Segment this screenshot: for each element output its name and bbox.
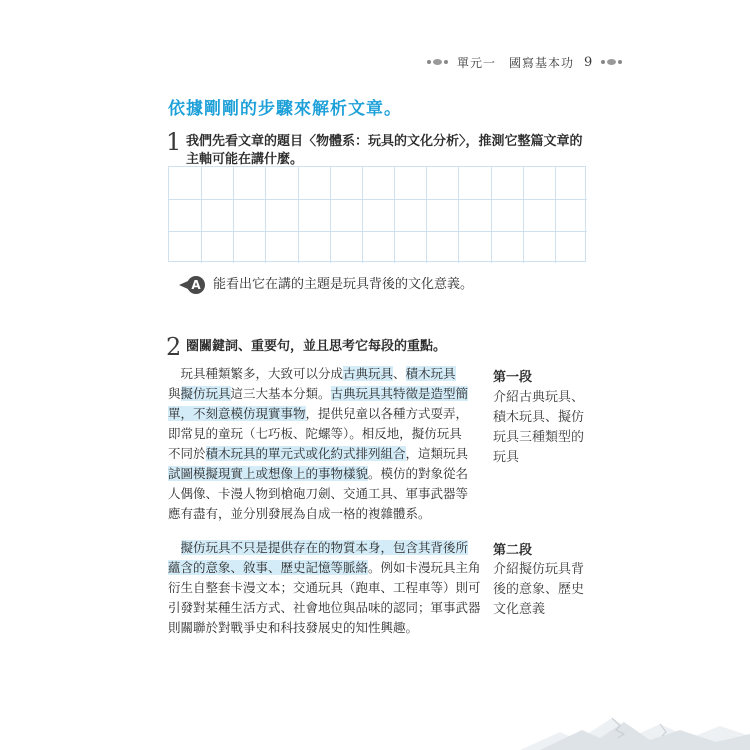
text-segment: 衍生自整套卡漫文本；交通玩具（跑車、工程車等）則可 (168, 580, 481, 595)
text-segment: ，這類玩具 (405, 446, 469, 461)
page-number: 9 (584, 54, 593, 70)
question-2-number: 2 (166, 333, 182, 361)
text-segment: 人偶像、卡漫人物到槍砲刀劍、交通工具、軍事武器等 (168, 486, 469, 501)
text-segment: 即常見的童玩（七巧板、陀螺等）。相反地，擬仿玩具 (168, 426, 462, 441)
running-header (426, 52, 623, 72)
paragraph-line (168, 424, 468, 444)
paragraph-1 (168, 364, 468, 524)
grid-lines (169, 167, 587, 263)
paragraph-line (168, 618, 468, 638)
text-segment: 則關聯於對戰爭史和科技發展史的知性興趣。 (168, 620, 419, 635)
paragraph-line (168, 364, 468, 384)
text-segment: 不同於 (168, 446, 206, 461)
text-segment: 引發對某種生活方式、社會地位與品味的認同；軍事武器 (168, 600, 481, 615)
question-2-text: 圈關鍵詞、重要句，並且思考它每段的重點。 (186, 339, 447, 354)
note-line: 介紹擬仿玩具背 (493, 562, 585, 577)
paragraph-line (168, 444, 468, 464)
paragraph-line (168, 484, 468, 504)
header-ornament-right-icon (600, 59, 623, 65)
highlighted-keyword: 擬仿玩具 (180, 386, 231, 401)
note-line: 介紹古典玩具、 (493, 390, 585, 405)
highlighted-keyword: 試圖模擬現實上或想像上的事物樣貌 (168, 466, 369, 481)
text-segment: 與 (168, 386, 181, 401)
highlighted-keyword: 積木玩具 (405, 366, 456, 381)
text-segment: 應有盡有，並分別發展為自成一格的複雜體系。 (168, 506, 431, 521)
paragraph-line (168, 464, 468, 484)
writing-grid[interactable] (168, 166, 586, 262)
question-1-text-line2: 主軸可能在講什麼。 (186, 152, 304, 167)
text-segment: 。模仿的對象從名 (368, 466, 469, 481)
highlighted-keyword: 擬仿玩具不只是提供存在的物質本身，包含其背後所 (180, 540, 469, 555)
note-line: 後的意象、歷史 (493, 582, 585, 597)
question-1-number: 1 (166, 128, 182, 156)
paragraph-line (168, 598, 481, 618)
highlighted-keyword: 古典玩具其特徵是造型簡 (330, 386, 469, 401)
highlighted-keyword: 積木玩具的單元式或化約式排列組合 (205, 446, 406, 461)
text-segment: 、 (393, 366, 406, 381)
note-line: 玩具 (493, 450, 520, 465)
note-2-title: 第二段 (493, 543, 533, 558)
answer-badge: A (187, 276, 205, 294)
note-line: 玩具三種類型的 (493, 430, 585, 445)
highlighted-keyword: 單，不刻意模仿現實事物 (168, 406, 306, 421)
paragraph-2 (168, 538, 481, 638)
text-segment: ，提供兒童以各種方式耍弄， (305, 406, 469, 421)
text-segment (168, 540, 181, 555)
note-2-text (493, 560, 603, 620)
note-line: 文化意義 (493, 602, 546, 617)
note-1-text (493, 388, 603, 468)
paragraph-line (168, 404, 468, 424)
section-title: 單元一 國寫基本功 (457, 55, 575, 70)
text-segment: 。例如卡漫玩具主角 (368, 560, 481, 575)
question-1-text-line1: 我們先看文章的題目〈物體系：玩具的文化分析〉，推測它整篇文章的 (186, 134, 583, 149)
header-ornament-left-icon (426, 59, 449, 65)
paragraph-line (168, 578, 481, 598)
main-heading: 依據剛剛的步驟來解析文章。 (168, 99, 402, 119)
paragraph-line (168, 504, 468, 524)
mountain-decoration-icon (520, 712, 750, 750)
note-line: 積木玩具、擬仿 (493, 410, 585, 425)
highlighted-keyword: 蘊含的意象、敘事、歷史記憶等脈絡 (168, 560, 369, 575)
note-1-title: 第一段 (493, 370, 533, 385)
paragraph-line (168, 538, 468, 558)
paragraph-line (168, 558, 481, 578)
paragraph-line (168, 384, 468, 404)
text-segment: 這三大基本分類。 (230, 386, 331, 401)
highlighted-keyword: 古典玩具 (343, 366, 394, 381)
text-segment: 玩具種類繁多，大致可以分成 (168, 366, 344, 381)
answer-text: 能看出它在講的主題是玩具背後的文化意義。 (213, 277, 474, 292)
